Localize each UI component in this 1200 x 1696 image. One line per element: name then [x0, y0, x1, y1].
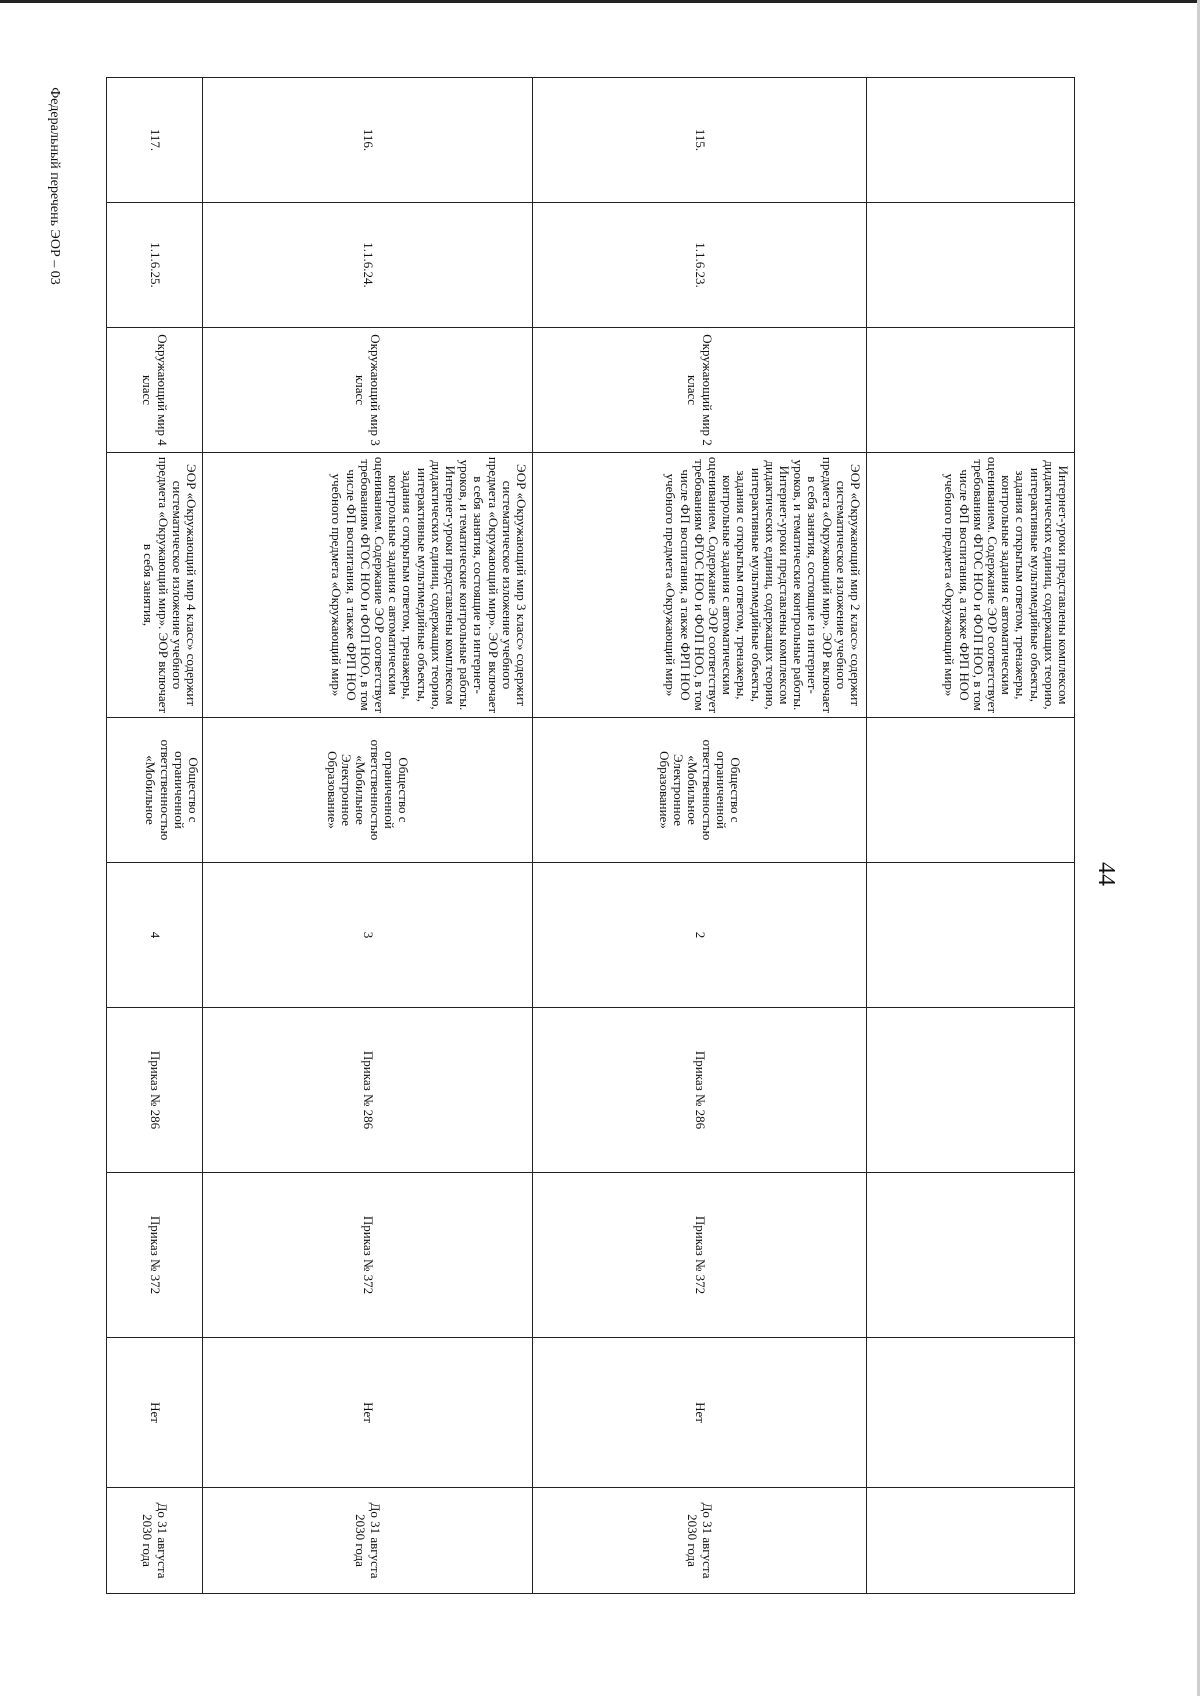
row-term-cell: До 31 августа 2030 года — [107, 1488, 203, 1594]
row-number-cell: 116. — [203, 78, 533, 203]
row-code-cell: 1.1.6.24. — [203, 203, 533, 328]
row-name-cell: Окружающий мир 3 класс — [203, 328, 533, 453]
row-term-cell: До 31 августа 2030 года — [203, 1488, 533, 1594]
row-flag-cell: Нет — [203, 1338, 533, 1488]
row-order-372-cell — [867, 1173, 1075, 1338]
table-row — [107, 78, 203, 1594]
row-term-cell — [867, 1488, 1075, 1594]
row-number-cell: 115. — [533, 78, 867, 203]
row-grade-cell: 4 — [107, 863, 203, 1008]
document-footer: Федеральный перечень ЭОР – 03 — [47, 87, 62, 285]
row-flag-cell: Нет — [533, 1338, 867, 1488]
table-row — [533, 78, 867, 1594]
row-flag-cell — [867, 1338, 1075, 1488]
row-description-cell: ЭОР «Окружающий мир 4 класс» содержит систематическое изложение учебного предмета «Окружающий мир». ЭОР включает в себя занятия, — [107, 453, 203, 718]
row-order-286-cell: Приказ № 286 — [533, 1008, 867, 1173]
row-order-372-cell: Приказ № 372 — [533, 1173, 867, 1338]
page-number: 44 — [1093, 862, 1119, 886]
row-order-286-cell: Приказ № 286 — [203, 1008, 533, 1173]
row-flag-cell: Нет — [107, 1338, 203, 1488]
row-order-372-cell: Приказ № 372 — [107, 1173, 203, 1338]
row-description-cell: Интернет-уроки представлены комплексом дидактических единиц, содержащих теорию, интерактивные мультимедийные объекты, задания с открытым ответом, тренажеры, контрольные задания с автоматическим оцениванием. Содержание ЭОР соответствует требованиям ФГОС НОО и ФОП НОО, в том числе ФП воспитания, а также ФРП НОО учебного предмета «Окружающий мир» — [867, 453, 1075, 718]
table-sheet — [107, 77, 1107, 1593]
rotated-table-wrapper — [107, 77, 1075, 1593]
row-code-cell: 1.1.6.23. — [533, 203, 867, 328]
top-border-line — [0, 0, 1200, 3]
row-organization-cell: Общество с ограниченной ответственностью «Мобильное Электронное Образование» — [203, 718, 533, 863]
row-code-cell — [867, 203, 1075, 328]
row-name-cell — [867, 328, 1075, 453]
row-order-286-cell — [867, 1008, 1075, 1173]
row-number-cell — [867, 78, 1075, 203]
row-order-286-cell: Приказ № 286 — [107, 1008, 203, 1173]
row-order-372-cell: Приказ № 372 — [203, 1173, 533, 1338]
row-code-cell: 1.1.6.25. — [107, 203, 203, 328]
table-row — [203, 78, 533, 1594]
row-organization-cell: Общество с ограниченной ответственностью «Мобильное — [107, 718, 203, 863]
row-name-cell: Окружающий мир 4 класс — [107, 328, 203, 453]
row-description-cell: ЭОР «Окружающий мир 2 класс» содержит систематическое изложение учебного предмета «Окружающий мир». ЭОР включает в себя занятия, состоящие из интернет-уроков, и тематические контрольные работы. Интернет-уроки представлены комплексом дидактических единиц, содержащих теорию, интерактивные мультимедийные объекты, задания с открытым ответом, тренажеры, контрольные задания с автоматическим оцениванием. Содержание ЭОР соответствует требованиям ФГОС НОО и ФОП НОО, в том числе ФП воспитания, а также ФРП НОО учебного предмета «Окружающий мир» — [533, 453, 867, 718]
row-term-cell: До 31 августа 2030 года — [533, 1488, 867, 1594]
eor-table — [106, 77, 1075, 1594]
row-grade-cell: 3 — [203, 863, 533, 1008]
row-organization-cell — [867, 718, 1075, 863]
row-grade-cell: 2 — [533, 863, 867, 1008]
row-grade-cell — [867, 863, 1075, 1008]
row-number-cell: 117. — [107, 78, 203, 203]
row-organization-cell: Общество с ограниченной ответственностью «Мобильное Электронное Образование» — [533, 718, 867, 863]
table-row — [867, 78, 1075, 1594]
row-name-cell: Окружающий мир 2 класс — [533, 328, 867, 453]
row-description-cell: ЭОР «Окружающий мир 3 класс» содержит систематическое изложение учебного предмета «Окружающий мир». ЭОР включает в себя занятия, состоящие из интернет-уроков, и тематические контрольные работы. Интернет-уроки представлены комплексом дидактических единиц, содержащих теорию, интерактивные мультимедийные объекты, задания с открытым ответом, тренажеры, контрольные задания с автоматическим оцениванием. Содержание ЭОР соответствует требованиям ФГОС НОО и ФОП НОО, в том числе ФП воспитания, а также ФРП НОО учебного предмета «Окружающий мир» — [203, 453, 533, 718]
